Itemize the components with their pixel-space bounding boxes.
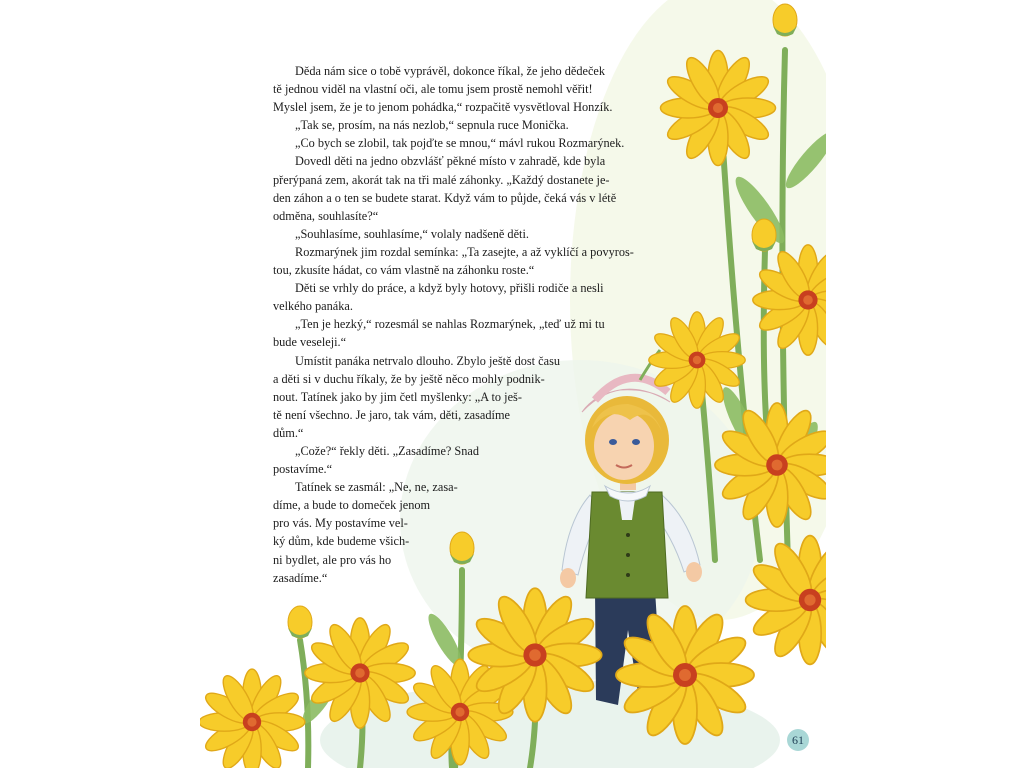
text-line: „Souhlasíme, souhlasíme,“ volaly nadšeně děti.	[295, 226, 529, 241]
text-line: Dovedl děti na jedno obzvlášť pěkné místo v zahradě, kde byla	[295, 154, 606, 169]
text-line: odměna, souhlasíte?“	[273, 208, 379, 223]
text-line: Myslel jsem, že je to jenom pohádka,“ rozpačitě vysvětloval Honzík.	[273, 100, 613, 115]
story-text	[273, 62, 634, 587]
text-line: „Co bych se zlobil, tak pojďte se mnou,“ mávl rukou Rozmarýnek.	[295, 136, 625, 151]
text-line: Tatínek se zasmál: „Ne, ne, zasa-	[295, 480, 458, 495]
text-line: ni bydlet, ale pro vás ho	[273, 552, 392, 567]
text-line: dům.“	[273, 425, 304, 440]
text-line: „Cože?“ řekly děti. „Zasadíme? Snad	[295, 443, 480, 458]
book-page	[200, 0, 826, 768]
text-line: den záhon a o ten se budete starat. Když vám to půjde, čeká vás v létě	[273, 190, 617, 205]
text-line: přerýpaná zem, akorát tak na tři malé záhonky. „Každý dostanete je-	[273, 172, 610, 187]
text-line: Umístit panáka netrvalo dlouho. Zbylo ještě dost času	[295, 353, 561, 368]
text-line: nout. Tatínek jako by jim četl myšlenky: „A to ješ-	[273, 389, 522, 404]
page-number-badge: 61	[787, 729, 809, 751]
text-line: Děda nám sice o tobě vyprávěl, dokonce říkal, že jeho dědeček	[295, 64, 606, 78]
text-line: tou, zkusíte hádat, co vám vlastně na záhonku roste.“	[273, 263, 535, 278]
text-line: postavíme.“	[273, 462, 333, 477]
text-line: velkého panáka.	[273, 299, 353, 314]
text-line: pro vás. My postavíme vel-	[273, 516, 408, 531]
text-line: díme, a bude to domeček jenom	[273, 498, 431, 513]
text-line: „Ten je hezký,“ rozesmál se nahlas Rozmarýnek, „teď už mi tu	[295, 317, 605, 332]
text-line: tě jednou viděl na vlastní oči, ale tomu jsem prostě nemohl věřit!	[273, 82, 593, 97]
text-line: „Tak se, prosím, na nás nezlob,“ sepnula ruce Monička.	[295, 118, 569, 133]
text-line: a děti si v duchu říkaly, že by ještě něco mohly podnik-	[273, 371, 545, 386]
text-line: Rozmarýnek jim rozdal semínka: „Ta zasejte, a až vyklíčí a povyros-	[295, 244, 634, 259]
text-line: Děti se vrhly do práce, a když byly hotovy, přišli rodiče a nesli	[295, 281, 604, 296]
text-line: zasadíme.“	[273, 570, 328, 585]
text-line: ký dům, kde budeme všich-	[273, 534, 410, 549]
text-line: tě není všechno. Je jaro, tak vám, děti, zasadíme	[273, 407, 510, 422]
text-line: bude veseleji.“	[273, 335, 347, 350]
